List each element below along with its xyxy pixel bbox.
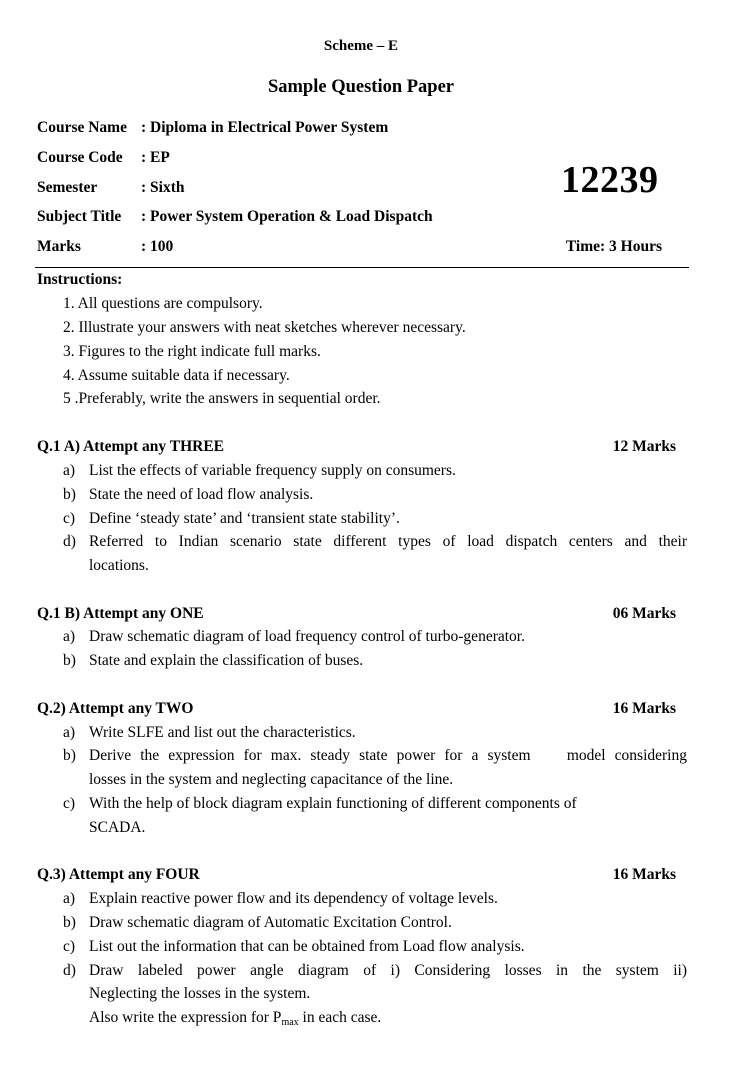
instruction-item: 2. Illustrate your answers with neat sketches wherever necessary. — [63, 319, 466, 336]
question-item-text: Draw schematic diagram of load frequency control of turbo-generator. — [89, 628, 525, 645]
item-letter: a) — [63, 462, 76, 479]
question-item-text: Draw labeled power angle diagram of i) Considering losses in the system ii) — [89, 962, 687, 979]
header-divider — [35, 267, 689, 268]
marks-value: : 100 — [141, 238, 174, 255]
time-duration: Time: 3 Hours — [565, 238, 662, 255]
question-item-text: List the effects of variable frequency supply on consumers. — [89, 462, 456, 479]
item-letter: b) — [63, 914, 76, 931]
instruction-item: 5 .Preferably, write the answers in sequential order. — [63, 390, 381, 407]
item-letter: c) — [63, 510, 76, 527]
question-item-text: With the help of block diagram explain functioning of different components of — [89, 795, 577, 812]
item-letter: b) — [63, 652, 76, 669]
scheme-label: Scheme – E — [323, 38, 399, 54]
semester-value: : Sixth — [141, 179, 185, 196]
question-heading: Q.2) Attempt any TWO — [37, 700, 194, 717]
question-item-text: Referred to Indian scenario state different types of load dispatch centers and their — [89, 533, 687, 550]
subject-title-label: Subject Title — [37, 208, 122, 225]
question-item-text: Derive the expression for max. steady state power for a system model considering — [89, 747, 687, 764]
course-code-label: Course Code — [37, 149, 123, 166]
question-heading: Q.1 A) Attempt any THREE — [37, 438, 225, 455]
semester-label: Semester — [37, 179, 98, 196]
subject-title-value: : Power System Operation & Load Dispatch — [141, 208, 433, 225]
question-marks: 16 Marks — [612, 700, 676, 717]
question-item-text: Explain reactive power flow and its dependency of voltage levels. — [89, 890, 498, 907]
item-letter: c) — [63, 938, 76, 955]
course-name-label: Course Name — [37, 119, 127, 136]
question-item-text: Define ‘steady state’ and ‘transient state stability’. — [89, 510, 400, 527]
question-marks: 12 Marks — [612, 438, 676, 455]
question-item-text: State the need of load flow analysis. — [89, 486, 314, 503]
pmax-line-suffix: in each case. — [298, 1009, 382, 1026]
instruction-item: 4. Assume suitable data if necessary. — [63, 367, 290, 384]
course-name-value: : Diploma in Electrical Power System — [141, 119, 389, 136]
item-letter: b) — [63, 747, 76, 764]
document-title: Sample Question Paper — [267, 77, 455, 97]
marks-label: Marks — [37, 238, 81, 255]
question-item-text: State and explain the classification of buses. — [89, 652, 364, 669]
item-letter: a) — [63, 724, 76, 741]
question-heading: Q.1 B) Attempt any ONE — [37, 605, 204, 622]
question-item-text: List out the information that can be obtained from Load flow analysis. — [89, 938, 525, 955]
item-letter: c) — [63, 795, 76, 812]
pmax-line-prefix: Also write the expression for P — [89, 1009, 282, 1026]
question-heading: Q.3) Attempt any FOUR — [37, 866, 200, 883]
item-letter: a) — [63, 628, 76, 645]
question-item-text: Write SLFE and list out the characteristics. — [89, 724, 356, 741]
item-letter: d) — [63, 962, 76, 979]
question-item-text: Draw schematic diagram of Automatic Excitation Control. — [89, 914, 452, 931]
question-marks: 06 Marks — [612, 605, 676, 622]
instruction-item: 3. Figures to the right indicate full marks. — [63, 343, 321, 360]
question-item-text-cont: SCADA. — [89, 819, 146, 836]
item-letter: a) — [63, 890, 76, 907]
instruction-item: 1. All questions are compulsory. — [63, 295, 263, 312]
question-item-text-cont: losses in the system and neglecting capacitance of the line. — [89, 771, 454, 788]
question-item-text-cont: Neglecting the losses in the system. — [89, 985, 311, 1002]
question-item-text-cont — [89, 1009, 381, 1028]
item-letter: b) — [63, 486, 76, 503]
instructions-heading: Instructions: — [37, 271, 123, 288]
paper-code: 12239 — [561, 159, 659, 201]
question-item-text-cont: locations. — [89, 557, 149, 574]
item-letter: d) — [63, 533, 76, 550]
question-marks: 16 Marks — [612, 866, 676, 883]
course-code-value: : EP — [141, 149, 170, 166]
pmax-subscript: max — [281, 1017, 299, 1028]
